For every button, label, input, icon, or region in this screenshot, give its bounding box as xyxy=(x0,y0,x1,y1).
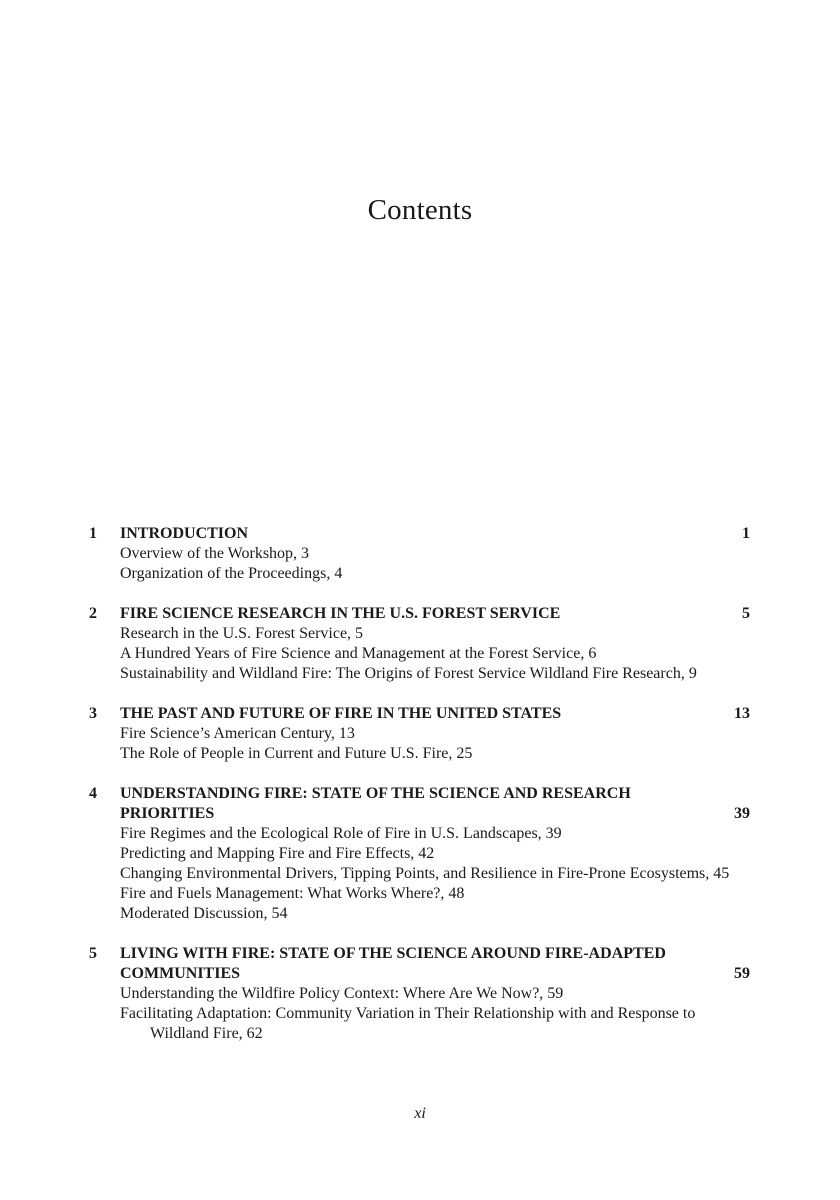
chapter-title: FIRE SCIENCE RESEARCH IN THE U.S. FOREST SERVICE xyxy=(120,605,561,622)
chapter-title: UNDERSTANDING FIRE: STATE OF THE SCIENCE AND RESEARCH PRIORITIES xyxy=(120,785,631,822)
toc-entry: Moderated Discussion, 54 xyxy=(120,905,288,922)
section-list xyxy=(0,984,840,1044)
chapter-page-number: 13 xyxy=(734,705,750,722)
section-list xyxy=(0,624,840,684)
toc-entry: A Hundred Years of Fire Science and Management at the Forest Service, 6 xyxy=(120,645,597,662)
section-list xyxy=(0,544,840,584)
toc-chapter-5 xyxy=(0,944,840,1044)
toc-chapter-3 xyxy=(0,704,840,764)
table-of-contents xyxy=(0,524,840,1064)
chapter-number: 1 xyxy=(89,525,97,542)
chapter-number: 2 xyxy=(89,605,97,622)
toc-entry: Facilitating Adaptation: Community Variation in Their Relationship with and Response to Wildland Fire, 62 xyxy=(120,1005,696,1042)
chapter-title: LIVING WITH FIRE: STATE OF THE SCIENCE AROUND FIRE-ADAPTED COMMUNITIES xyxy=(120,945,666,982)
toc-entry: Predicting and Mapping Fire and Fire Effects, 42 xyxy=(120,845,435,862)
chapter-number: 4 xyxy=(89,785,97,802)
section-list xyxy=(0,824,840,924)
toc-chapter-4 xyxy=(0,784,840,924)
toc-entry: Fire Regimes and the Ecological Role of Fire in U.S. Landscapes, 39 xyxy=(120,825,562,842)
toc-entry: The Role of People in Current and Future U.S. Fire, 25 xyxy=(120,745,473,762)
toc-entry: Research in the U.S. Forest Service, 5 xyxy=(120,625,364,642)
chapter-number: 5 xyxy=(89,945,97,962)
toc-entry: Overview of the Workshop, 3 xyxy=(120,545,310,562)
toc-chapter-2 xyxy=(0,604,840,684)
toc-entry: Sustainability and Wildland Fire: The Origins of Forest Service Wildland Fire Research, 9 xyxy=(120,665,697,682)
toc-entry: Fire Science’s American Century, 13 xyxy=(120,725,355,742)
page-folio: xi xyxy=(414,1105,426,1122)
chapter-page-number: 59 xyxy=(734,965,750,982)
chapter-page-number: 5 xyxy=(742,605,750,622)
chapter-page-number: 39 xyxy=(734,805,750,822)
chapter-page-number: 1 xyxy=(742,525,750,542)
toc-entry: Organization of the Proceedings, 4 xyxy=(120,565,343,582)
chapter-title: INTRODUCTION xyxy=(120,525,249,542)
toc-entry: Changing Environmental Drivers, Tipping Points, and Resilience in Fire-Prone Ecosystems, 45 xyxy=(120,865,730,882)
chapter-title: THE PAST AND FUTURE OF FIRE IN THE UNITED STATES xyxy=(120,705,562,722)
toc-entry: Fire and Fuels Management: What Works Where?, 48 xyxy=(120,885,465,902)
chapter-number: 3 xyxy=(89,705,97,722)
section-list xyxy=(0,724,840,764)
toc-entry: Understanding the Wildfire Policy Context: Where Are We Now?, 59 xyxy=(120,985,564,1002)
toc-chapter-1 xyxy=(0,524,840,584)
page-title: Contents xyxy=(367,194,473,226)
